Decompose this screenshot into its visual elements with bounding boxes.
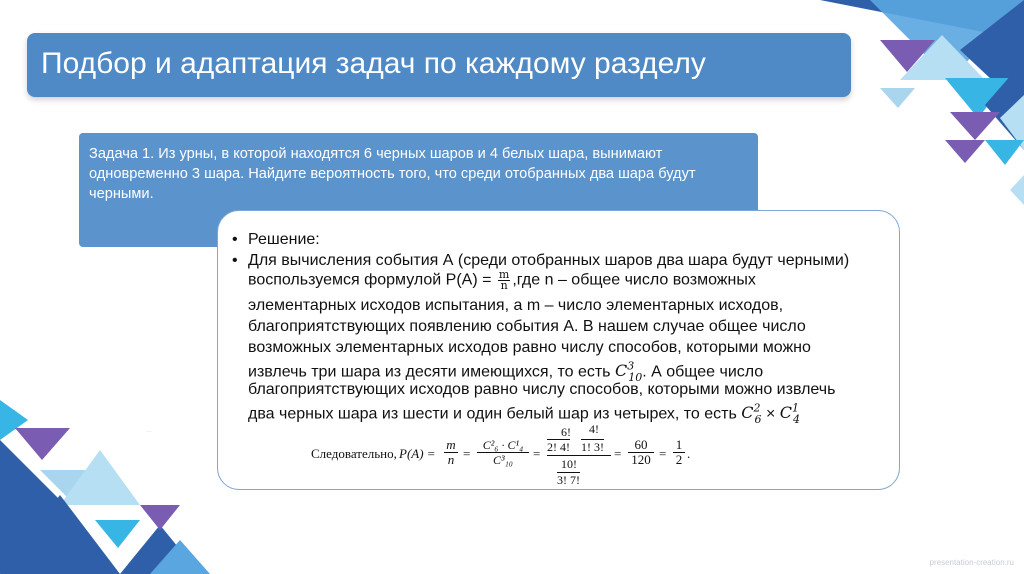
formula-pa: P(A) = [399,446,436,461]
formula-combination-ratio [477,438,529,467]
equals-sign: = [533,446,541,461]
formula-m-over-n [444,438,458,467]
triangle-decoration [1010,175,1024,205]
factorial: 2! 4! [547,440,570,454]
solution-heading-line [232,231,320,249]
fraction-line [547,455,611,456]
times-sign: × [765,405,776,423]
comb-symbol: C [614,361,628,381]
task-text: Задача 1. Из урны, в которой находятся 6 черных шаров и 4 белых шара, вынимают одновременно 3 шара. Найдите вероятность того, что среди отобранных два шара будут черными. [89,146,696,202]
bullet: • [232,231,238,248]
denominator: 2 [675,452,683,467]
slide-title: Подбор и адаптация задач по каждому разделу [41,47,706,80]
probability-formula [311,422,731,487]
solution-line-1 [232,252,849,270]
equals-sign: = [463,446,471,461]
watermark: presentation-creation.ru [929,558,1014,567]
solution-line-6 [248,360,763,384]
solution-text: извлечь три шара из десяти имеющихся, то есть [248,363,611,381]
fraction-numerator: m [498,268,510,281]
formula-60-120 [628,438,654,467]
comb-sup: 3 [627,360,635,373]
solution-text: ,где n – общее число возможных [512,271,756,289]
comb-sub: 4 [793,412,801,426]
solution-line-3: элементарных исходов испытания, а m – число элементарных исходов, [248,297,784,314]
solution-line-5: возможных элементарных исходов равно числу способов, которыми можно [248,339,811,356]
triangle-decoration [880,88,915,108]
factorial: 10! [561,457,577,471]
comb-sub: 10 [628,370,643,384]
solution-line-8 [248,402,800,426]
solution-text: воспользуемся формулой Р(А) = [248,271,492,289]
small-mark: ... [146,427,152,434]
equals-sign: = [614,446,622,461]
triangle-decoration [95,520,140,548]
numerator: m [444,438,458,453]
triangle-decoration [140,505,180,530]
triangle-decoration [950,112,1000,140]
combination-c4-1: $C^1_4$ [779,402,801,426]
triangle-decoration [15,428,70,460]
formula-label: Следовательно, [311,446,397,461]
comb-sup: 2 [753,402,761,415]
triangle-decoration [985,140,1024,165]
comb-sub: 6 [754,412,762,426]
comb-sup: 1 [792,402,800,415]
combination-c10-3 [614,360,643,384]
combination-c6-2: $C^2_6$ [741,402,762,426]
title-bar [27,33,851,97]
denominator: n [447,452,455,467]
numerator: C²₆ · C¹₄ [477,438,529,453]
denominator: 120 [631,452,651,467]
solution-line-4: благоприятствующих появлению события А. В нашем случае общее число [248,318,806,335]
factorial: 6! [561,425,571,439]
factorial: 3! 7! [557,473,580,487]
solution-text: Для вычисления события А (среди отобранных шаров два шара будут черными) [248,252,850,269]
solution-line-2 [248,270,756,291]
triangle-decoration [945,140,985,163]
solution-box [217,210,900,490]
period: . [687,446,691,461]
factorial: 1! 3! [581,440,604,454]
fraction-m-n [498,270,510,291]
equals-sign: = [659,446,667,461]
solution-line-7: благоприятствующих исходов равно числу способов, которыми можно извлечь [248,381,836,398]
solution-text: . А общее число [642,363,764,381]
formula-one-half [673,438,685,467]
solution-heading: Решение: [248,231,320,248]
numerator: 1 [673,438,685,453]
bullet: • [232,252,238,269]
solution-text: два черных шара из шести и один белый шар из четырех, то есть [248,405,737,423]
numerator: 60 [628,438,654,453]
fraction-denominator: n [500,279,508,292]
factorial: 4! [589,422,599,436]
denominator: C³₁₀ [493,453,513,467]
